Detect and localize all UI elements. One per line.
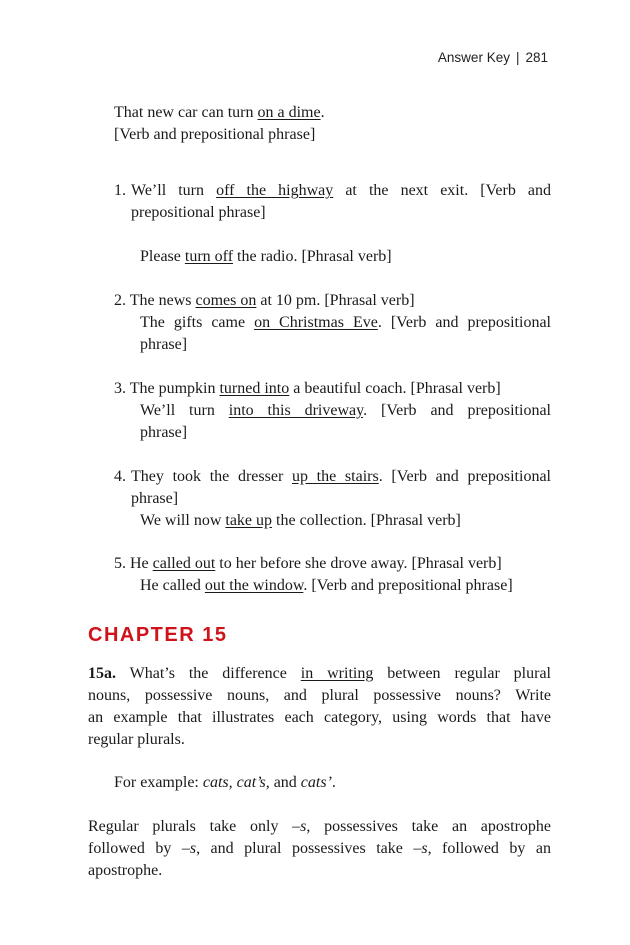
header-separator: |	[515, 50, 520, 65]
item-1-line-a-cont: prepositional phrase]	[131, 204, 266, 221]
answer-line-1: Regular plurals take only –s, possessives take an apostrophe	[88, 818, 551, 835]
item-4-line-a-cont: phrase]	[131, 490, 179, 507]
item-1-line-b: Please turn off the radio. [Phrasal verb]	[140, 248, 392, 265]
intro-sentence: That new car can turn on a dime.	[114, 104, 325, 121]
underlined-phrase: into this driveway	[228, 402, 364, 419]
underlined-phrase: in writing	[300, 665, 374, 682]
underlined-phrase: out the window	[204, 577, 304, 594]
underlined-phrase: on Christmas Eve	[254, 314, 378, 331]
underlined-phrase: off the highway	[216, 182, 334, 199]
item-4-number: 4.	[114, 468, 126, 485]
item-3-line-b-cont: phrase]	[140, 424, 188, 441]
item-5-line-a: 5. He called out to her before she drove away. [Phrasal verb]	[114, 555, 502, 572]
item-4-line-b: We will now take up the collection. [Phrasal verb]	[140, 512, 461, 529]
question-15a-line-1: 15a. What’s the difference in writing between regular plural	[88, 665, 551, 682]
item-5-line-b: He called out the window. [Verb and prepositional phrase]	[140, 577, 513, 594]
example-line: For example: cats, cat’s, and cats’.	[114, 774, 336, 791]
underlined-phrase: take up	[225, 512, 273, 529]
header-label: Answer Key	[437, 50, 510, 65]
item-4-line-a: They took the dresser up the stairs. [Verb and prepositional	[131, 468, 551, 485]
running-header	[438, 50, 548, 65]
question-15a-line-4: regular plurals.	[88, 731, 185, 748]
item-2-line-b-cont: phrase]	[140, 336, 188, 353]
item-2-line-a: 2. The news comes on at 10 pm. [Phrasal verb]	[114, 292, 415, 309]
item-3-line-a: 3. The pumpkin turned into a beautiful coach. [Phrasal verb]	[114, 380, 501, 397]
underlined-phrase: called out	[152, 555, 216, 572]
item-1-line-a: We’ll turn off the highway at the next exit. [Verb and	[131, 182, 551, 199]
answer-line-3: apostrophe.	[88, 862, 163, 879]
item-1-number: 1.	[114, 182, 126, 199]
underlined-phrase: turned into	[219, 380, 290, 397]
intro-note: [Verb and prepositional phrase]	[114, 126, 316, 143]
item-2-line-b: The gifts came on Christmas Eve. [Verb and prepositional	[140, 314, 551, 331]
chapter-heading: CHAPTER 15	[88, 624, 228, 646]
item-3-line-b: We’ll turn into this driveway. [Verb and prepositional	[140, 402, 551, 419]
question-15a-line-3: an example that illustrates each category, using words that have	[88, 709, 551, 726]
underlined-phrase: up the stairs	[291, 468, 379, 485]
page-number: 281	[525, 50, 548, 65]
underlined-phrase: turn off	[184, 248, 234, 265]
question-label: 15a.	[88, 665, 116, 682]
underlined-phrase: on a dime	[257, 104, 321, 121]
underlined-phrase: comes on	[195, 292, 257, 309]
answer-line-2: followed by –s, and plural possessives take –s, followed by an	[88, 840, 551, 857]
question-15a-line-2: nouns, possessive nouns, and plural possessive nouns? Write	[88, 687, 551, 704]
